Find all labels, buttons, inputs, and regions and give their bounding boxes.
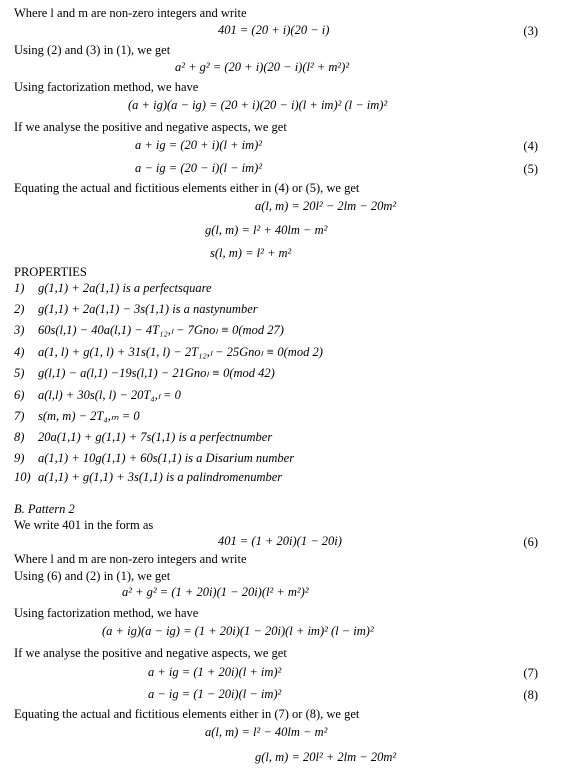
equation-number: (6): [523, 535, 538, 549]
equation-5: a − ig = (20 − i)(l − im)²: [135, 161, 263, 175]
equation: a² + g² = (1 + 20i)(1 − 20i)(l² + m²)²: [122, 585, 309, 599]
property-item: 8) 20a(1,1) + g(1,1) + 7s(1,1) is a perfectnumber: [14, 430, 273, 444]
text-line: Equating the actual and fictitious elements either in (7) or (8), we get: [14, 707, 360, 721]
section-heading: B. Pattern 2: [14, 502, 75, 516]
equation-4: a + ig = (20 + i)(l + im)²: [135, 138, 263, 152]
equation: g(l, m) = l² + 40lm − m²: [205, 223, 328, 237]
text-line: Using (6) and (2) in (1), we get: [14, 569, 171, 583]
text-line: If we analyse the positive and negative aspects, we get: [14, 120, 287, 134]
text-line: We write 401 in the form as: [14, 518, 154, 532]
equation: a² + g² = (20 + i)(20 − i)(l² + m²)²: [175, 60, 350, 74]
equation: (a + ig)(a − ig) = (1 + 20i)(1 − 20i)(l + im)² (l − im)²: [102, 624, 374, 638]
property-item: 9) a(1,1) + 10g(1,1) + 60s(1,1) is a Disarium number: [14, 451, 295, 465]
equation: g(l, m) = 20l² + 2lm − 20m²: [255, 750, 397, 764]
property-item: 10) a(1,1) + g(1,1) + 3s(1,1) is a palindromenumber: [14, 470, 283, 484]
equation: (a + ig)(a − ig) = (20 + i)(20 − i)(l + im)² (l − im)²: [128, 98, 388, 112]
property-item: 1) g(1,1) + 2a(1,1) is a perfectsquare: [14, 281, 212, 295]
property-item: 3) 60s(l,1) − 40a(l,1) − 4T₁₂,ₗ − 7Gnoₗ ≡ 0(mod 27): [14, 323, 284, 337]
equation: a(l, m) = 20l² − 2lm − 20m²: [255, 199, 397, 213]
equation: s(l, m) = l² + m²: [210, 246, 292, 260]
equation-number: (5): [523, 162, 538, 176]
text-line: Where l and m are non-zero integers and write: [14, 6, 247, 20]
text-line: Using (2) and (3) in (1), we get: [14, 43, 171, 57]
section-heading: PROPERTIES: [14, 265, 87, 279]
equation-number: (4): [523, 139, 538, 153]
property-item: 7) s(m, m) − 2T₄,ₘ = 0: [14, 409, 140, 423]
equation: a(l, m) = l² − 40lm − m²: [205, 725, 328, 739]
equation-number: (3): [523, 24, 538, 38]
equation-6: 401 = (1 + 20i)(1 − 20i): [218, 534, 342, 548]
equation-7: a + ig = (1 + 20i)(l + im)²: [148, 665, 282, 679]
property-item: 6) a(l,l) + 30s(l, l) − 20T₄,ₗ = 0: [14, 388, 181, 402]
equation-number: (7): [523, 666, 538, 680]
property-item: 4) a(1, l) + g(1, l) + 31s(1, l) − 2T₁₂,ₗ − 25Gnoₗ ≡ 0(mod 2): [14, 345, 323, 359]
text-line: Using factorization method, we have: [14, 80, 199, 94]
text-line: If we analyse the positive and negative aspects, we get: [14, 646, 287, 660]
text-line: Using factorization method, we have: [14, 606, 199, 620]
equation-number: (8): [523, 688, 538, 702]
text-line: Equating the actual and fictitious elements either in (4) or (5), we get: [14, 181, 360, 195]
equation-8: a − ig = (1 − 20i)(l − im)²: [148, 687, 282, 701]
property-item: 5) g(l,1) − a(l,1) −19s(l,1) − 21Gnoₗ ≡ 0(mod 42): [14, 366, 275, 380]
text-line: Where l and m are non-zero integers and write: [14, 552, 247, 566]
property-item: 2) g(1,1) + 2a(1,1) − 3s(1,1) is a nastynumber: [14, 302, 258, 316]
equation-3: 401 = (20 + i)(20 − i): [218, 23, 330, 37]
